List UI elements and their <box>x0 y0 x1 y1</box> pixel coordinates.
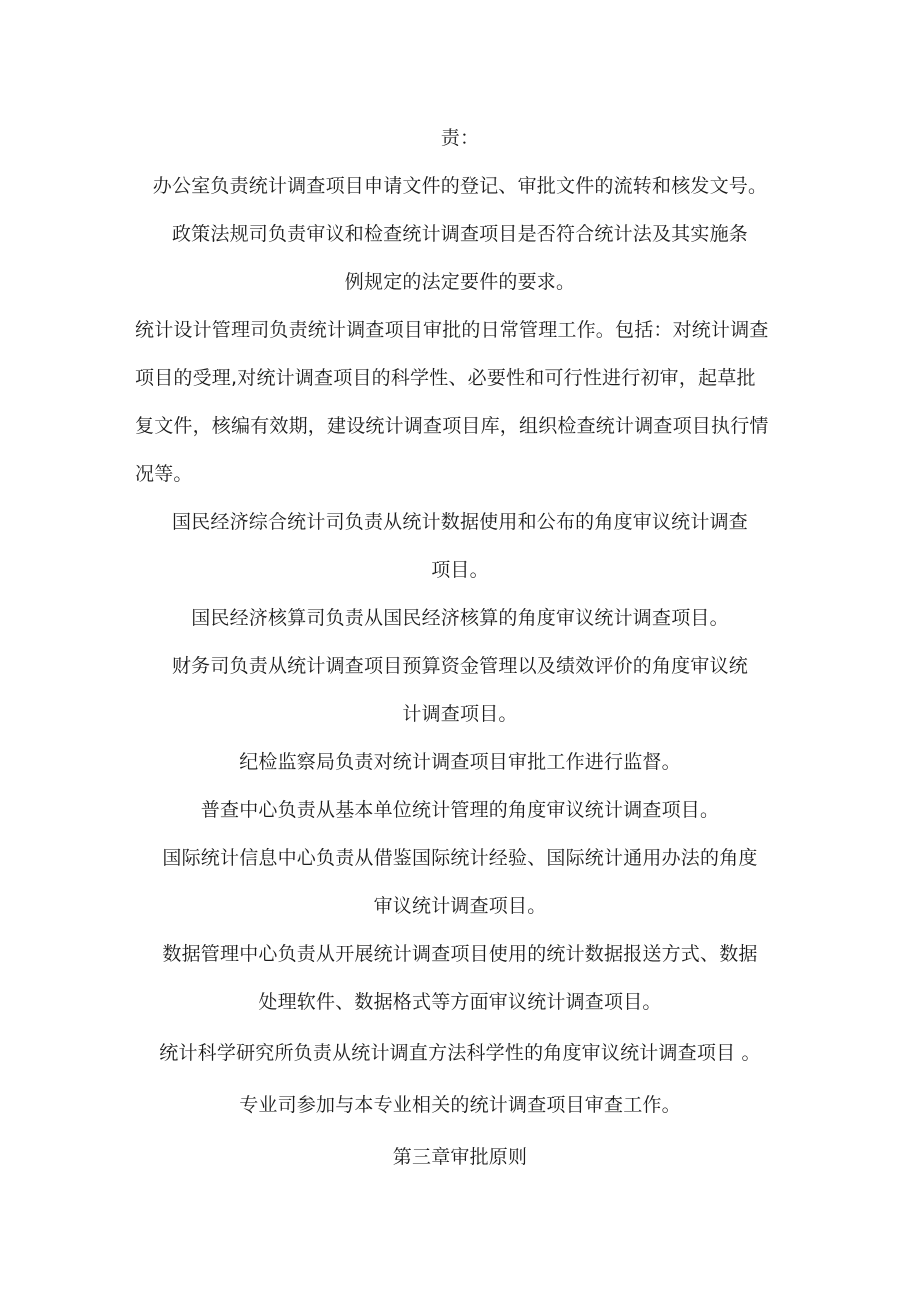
text-line-14: 纪检监察局负责对统计调查项目审批工作进行监督。 <box>239 751 681 773</box>
text-line-5: 统计设计管理司负责统计调查项目审批的日常管理工作。包括：对统计调查 <box>135 319 769 341</box>
text-line-20: 统计科学研究所负责从统计调直方法科学性的角度审议统计调查项目 。 <box>159 1042 761 1064</box>
text-line-10: 项目。 <box>431 559 489 581</box>
text-line-7: 复文件，核编有效期，建设统计调查项目库，组织检查统计调查项目执行情 <box>135 415 769 437</box>
text-line-9: 国民经济综合统计司负责从统计数据使用和公布的角度审议统计调查 <box>171 511 748 533</box>
text-line-1: 责： <box>440 127 480 149</box>
text-line-8: 况等。 <box>135 463 193 485</box>
text-line-4: 例规定的法定要件的要求。 <box>344 271 576 293</box>
text-line-12: 财务司负责从统计调查项目预算资金管理以及绩效评价的角度审议统 <box>171 655 748 677</box>
text-line-6: 项目的受理,对统计调查项目的科学性、必要性和可行性进行初审，起草批 <box>135 367 756 389</box>
text-line-18: 数据管理中心负责从开展统计调查项目使用的统计数据报送方式、数据 <box>162 943 758 965</box>
text-line-19: 处理软件、数据格式等方面审议统计调查项目。 <box>258 991 662 1013</box>
text-line-15: 普查中心负责从基本单位统计管理的角度审议统计调查项目。 <box>200 799 720 821</box>
section-heading: 第三章审批原则 <box>392 1146 528 1168</box>
text-line-16: 国际统计信息中心负责从借鉴国际统计经验、国际统计通用办法的角度 <box>162 847 758 869</box>
text-line-13: 计调查项目。 <box>402 703 518 725</box>
text-line-17: 审议统计调查项目。 <box>373 895 547 917</box>
text-line-21: 专业司参加与本专业相关的统计调查项目审查工作。 <box>239 1094 681 1116</box>
text-line-11: 国民经济核算司负责从国民经济核算的角度审议统计调查项目。 <box>191 607 729 629</box>
text-line-2: 办公室负责统计调查项目申请文件的登记、审批文件的流转和核发文号。 <box>152 175 768 197</box>
text-line-3: 政策法规司负责审议和检查统计调查项目是否符合统计法及其实施条 <box>171 223 748 245</box>
